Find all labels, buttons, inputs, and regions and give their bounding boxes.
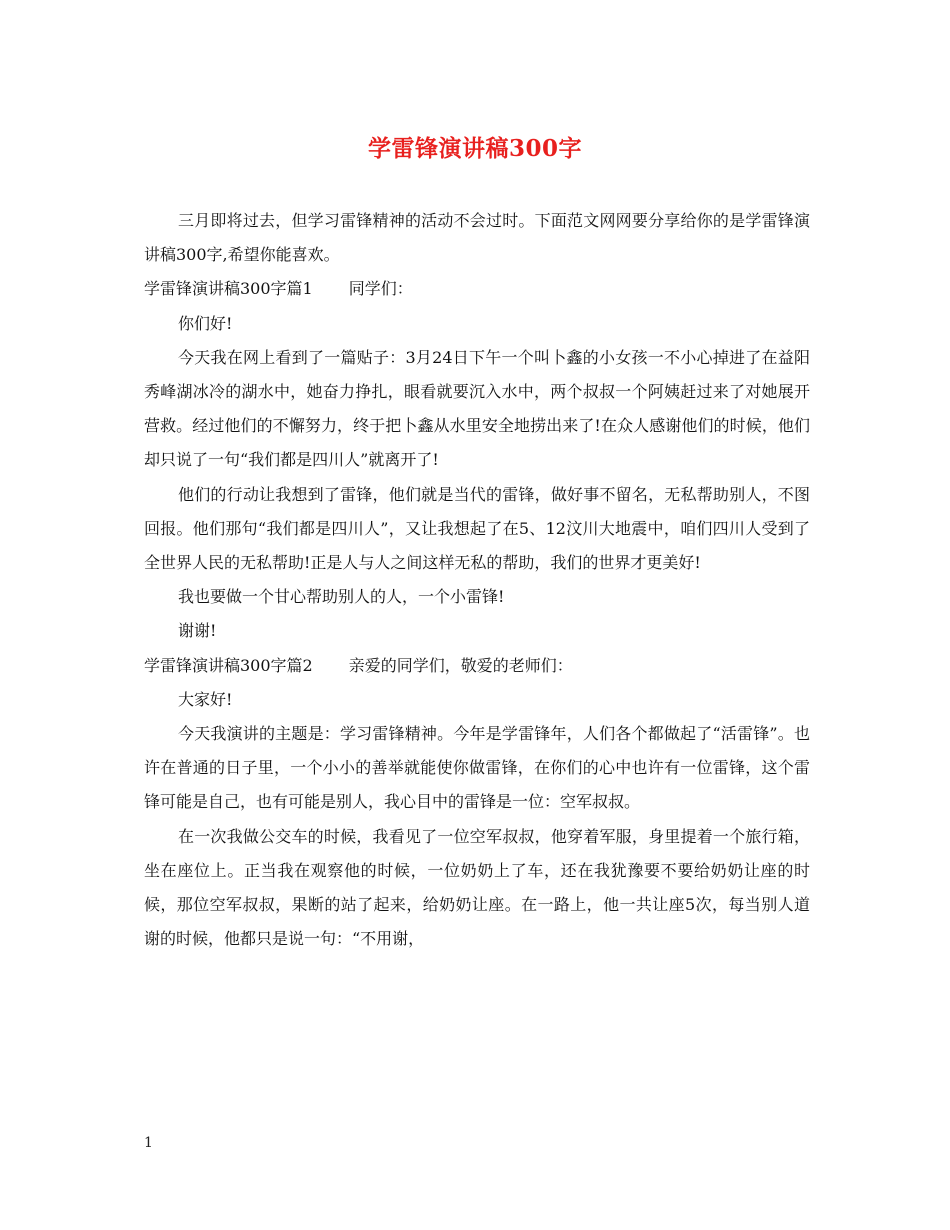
body-paragraph: 我也要做一个甘心帮助别人的人，一个小雷锋! xyxy=(178,587,505,607)
intro-paragraph: 三月即将过去，但学习雷锋精神的活动不会过时。下面范文网网要分享给你的是学雷锋演讲稿300字,希望你能喜欢。 xyxy=(144,211,810,265)
section-greeting: 亲爱的同学们，敬爱的老师们： xyxy=(348,655,573,675)
section-heading-line xyxy=(144,272,810,306)
section-heading: 学雷锋演讲稿300字篇1 xyxy=(144,279,313,299)
section-heading-line xyxy=(144,649,810,683)
body-paragraph: 你们好! xyxy=(178,313,233,333)
document-title: 学雷锋演讲稿300字 xyxy=(367,135,582,162)
page-number: 1 xyxy=(144,1135,153,1151)
section-greeting: 同学们： xyxy=(348,279,413,299)
body-paragraph: 大家好! xyxy=(178,689,233,709)
body-paragraph: 谢谢! xyxy=(178,621,217,641)
body-paragraph: 在一次我做公交车的时候，我看见了一位空军叔叔，他穿着军服，身里提着一个旅行箱，坐在座位上。正当我在观察他的时候，一位奶奶上了车，还在我犹豫要不要给奶奶让座的时候，那位空军叔叔，果断的站了起来，给奶奶让座。在一路上，他一共让座5次，每当别人道谢的时候，他都只是说一句：“不用谢， xyxy=(144,826,810,949)
body-paragraph: 他们的行动让我想到了雷锋，他们就是当代的雷锋，做好事不留名，无私帮助别人，不图回报。他们那句“我们都是四川人”，又让我想起了在5、12汶川大地震中，咱们四川人受到了全世界人民的无私帮助!正是人与人之间这样无私的帮助，我们的世界才更美好! xyxy=(144,484,810,573)
document-body xyxy=(144,204,810,956)
body-paragraph: 今天我在网上看到了一篇贴子：3月24日下午一个叫卜鑫的小女孩一不小心掉进了在益阳秀峰湖冰冷的湖水中，她奋力挣扎，眼看就要沉入水中，两个叔叔一个阿姨赶过来了对她展开营救。经过他们的不懈努力，终于把卜鑫从水里安全地捞出来了!在众人感谢他们的时候，他们却只说了一句“我们都是四川人”就离开了! xyxy=(144,347,810,470)
section-heading: 学雷锋演讲稿300字篇2 xyxy=(144,655,313,675)
body-paragraph: 今天我演讲的主题是：学习雷锋精神。今年是学雷锋年，人们各个都做起了“活雷锋”。也许在普通的日子里，一个小小的善举就能使你做雷锋，在你们的心中也许有一位雷锋，这个雷锋可能是自己，也有可能是别人，我心目中的雷锋是一位：空军叔叔。 xyxy=(144,724,810,812)
